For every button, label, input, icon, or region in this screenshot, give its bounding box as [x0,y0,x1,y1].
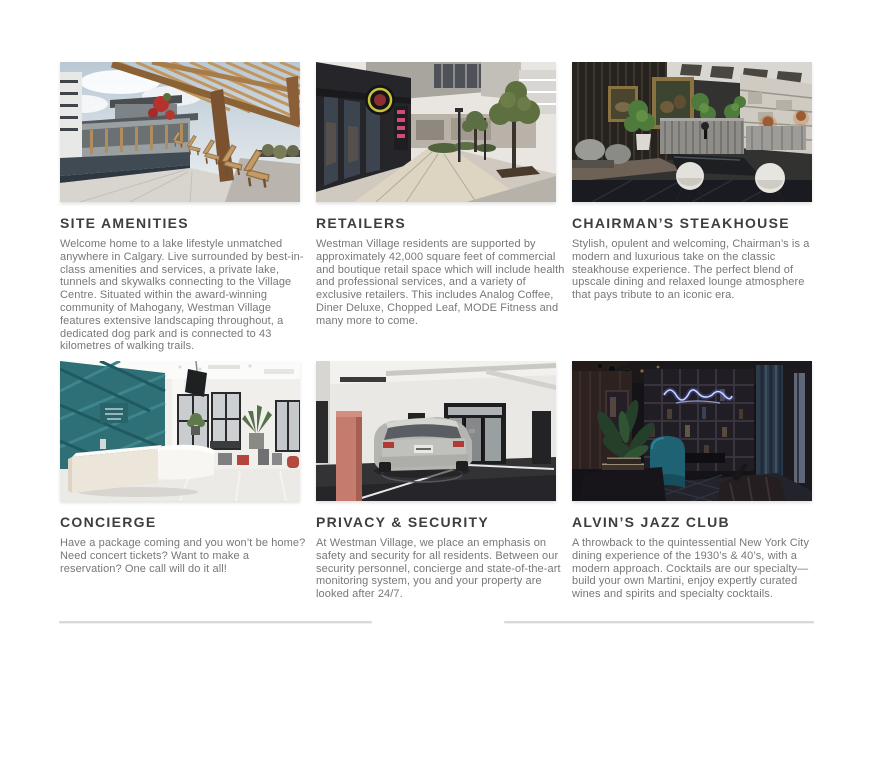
chairmans-steakhouse-photo [572,62,812,202]
card-description: Welcome home to a lake lifestyle unmatched anywhere in Calgary. Live surrounded by best-in-class amenities and services, a private lake, tunnels and skywalks connecting to the Village Centre. Situated within the award-winning community of Mahogany, Westman Village features extensive landscaping throughout, a dedicated dog park and is connected to 43 kilometres of walking trails. [60,238,304,353]
card-description: At Westman Village, we place an emphasis on safety and security for all residents. Between our security personnel, concierge and state-of-the-art monitoring system, you and your property are looked after 24/7. [316,537,561,601]
card-alvins-jazz-club [572,361,812,601]
card-title: CONCIERGE [60,514,157,530]
card-description: A throwback to the quintessential New York City dining experience of the 1930’s & 40’s, with a modern approach. Cocktails are our specialty—build your own Martini, enjoy expertly curated wines and spirits and specialty cocktails. [572,537,810,601]
card-title: PRIVACY & SECURITY [316,514,490,530]
card-description: Westman Village residents are supported by approximately 42,000 square feet of commercial and boutique retail space which will include health and professional services, and a variety of exclusive retailers. This includes Analog Coffee, Diner Deluxe, Chopped Leaf, MODE Fitness and many more to come. [316,238,565,327]
card-privacy-security [316,361,561,601]
card-title: SITE AMENITIES [60,215,189,231]
site-amenities-photo [60,62,300,202]
card-description: Stylish, opulent and welcoming, Chairman’s is a modern and luxurious take on the classic steakhouse experience. The perfect blend of upscale dining and relaxed lounge atmosphere that pays tribute to an iconic era. [572,238,810,302]
card-chairmans-steakhouse [572,62,812,361]
card-retailers [316,62,565,361]
card-description: Have a package coming and you won’t be home? Need concert tickets? Want to make a reservation? One call will do it all! [60,537,306,575]
card-concierge [60,361,306,601]
section-divider-right [504,621,814,623]
card-title: ALVIN’S JAZZ CLUB [572,514,730,530]
retailers-photo [316,62,556,202]
privacy-security-photo [316,361,556,501]
card-title: RETAILERS [316,215,406,231]
alvins-jazz-club-photo [572,361,812,501]
concierge-photo [60,361,300,501]
card-title: CHAIRMAN’S STEAKHOUSE [572,215,790,231]
amenities-grid [60,62,812,601]
card-site-amenities [60,62,304,361]
section-divider-left [59,621,372,623]
